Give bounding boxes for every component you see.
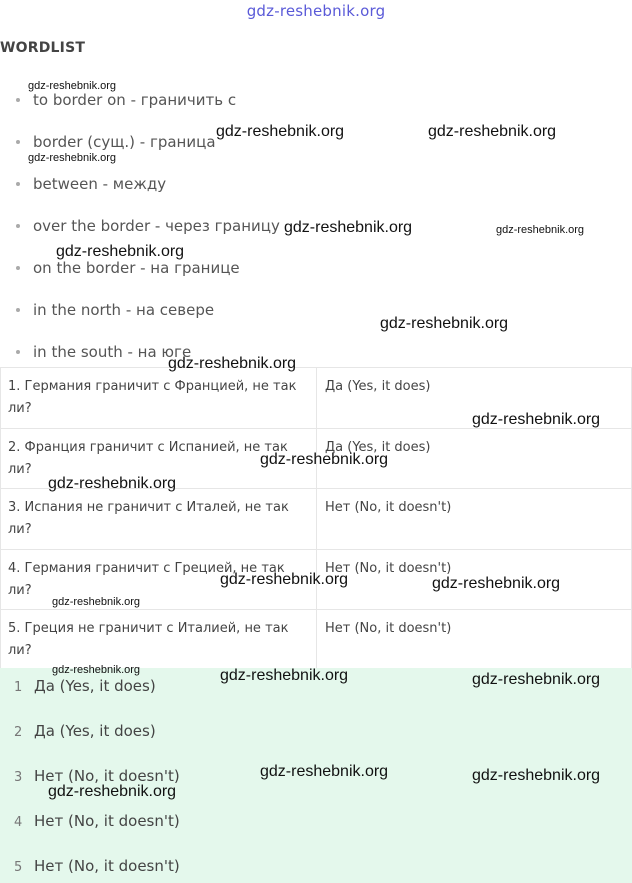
wordlist-item-text: to border on - граничить с <box>33 91 237 109</box>
answer-cell: Нет (No, it doesn't) <box>317 489 632 550</box>
answer-number: 5 <box>14 860 23 875</box>
watermark: gdz-reshebnik.org <box>496 224 585 236</box>
answer-text: Да (Yes, it does) <box>34 677 156 695</box>
answer-text: Нет (No, it doesn't) <box>34 767 180 785</box>
table-row <box>1 610 632 671</box>
watermark: gdz-reshebnik.org <box>472 671 601 688</box>
answer-number: 4 <box>14 815 23 830</box>
watermark: gdz-reshebnik.org <box>284 219 413 236</box>
bullet-icon <box>16 182 20 186</box>
watermark: gdz-reshebnik.org <box>216 123 345 140</box>
watermark: gdz-reshebnik.org <box>28 80 117 92</box>
watermark: gdz-reshebnik.org <box>432 575 561 592</box>
answer-number: 3 <box>14 770 23 785</box>
answer-text: Нет (No, it doesn't) <box>34 857 180 875</box>
question-cell: 3. Испания не граничит с Италей, не так ли? <box>1 489 317 550</box>
watermark: gdz-reshebnik.org <box>48 783 177 800</box>
watermark: gdz-reshebnik.org <box>168 355 297 372</box>
bullet-icon <box>16 98 20 102</box>
watermark: gdz-reshebnik.org <box>472 767 601 784</box>
answer-row <box>0 806 180 836</box>
wordlist-item-text: over the border - через границу <box>33 217 280 235</box>
question-cell: 4. Германия граничит с Грецией, не так ли? <box>1 549 317 610</box>
watermark: gdz-reshebnik.org <box>260 763 389 780</box>
answer-row <box>0 851 180 881</box>
watermark: gdz-reshebnik.org <box>220 571 349 588</box>
answer-row <box>0 716 156 746</box>
answer-text: Да (Yes, it does) <box>34 722 156 740</box>
wordlist-item-text: on the border - на границе <box>33 259 240 277</box>
bullet-icon <box>16 266 20 270</box>
wordlist-item <box>0 172 632 214</box>
table-row <box>1 489 632 550</box>
watermark: gdz-reshebnik.org <box>28 152 117 164</box>
watermark: gdz-reshebnik.org <box>56 243 185 260</box>
watermark: gdz-reshebnik.org <box>48 475 177 492</box>
watermark: gdz-reshebnik.org <box>428 123 557 140</box>
watermark: gdz-reshebnik.org <box>52 596 141 608</box>
bullet-icon <box>16 140 20 144</box>
watermark: gdz-reshebnik.org <box>220 667 349 684</box>
wordlist-item <box>0 298 632 340</box>
wordlist-item-text: in the north - на севере <box>33 301 215 319</box>
bullet-icon <box>16 308 20 312</box>
answer-text: Нет (No, it doesn't) <box>34 812 180 830</box>
wordlist-item-text: border (сущ.) - граница <box>33 133 216 151</box>
watermark: gdz-reshebnik.org <box>380 315 509 332</box>
bullet-icon <box>16 350 20 354</box>
question-cell: 5. Греция не граничит с Италией, не так ли? <box>1 610 317 671</box>
site-watermark-header: gdz-reshebnik.org <box>246 2 386 20</box>
answer-number: 2 <box>14 725 23 740</box>
bullet-icon <box>16 224 20 228</box>
answer-cell: Нет (No, it doesn't) <box>317 610 632 671</box>
question-cell: 1. Германия граничит с Францией, не так ли? <box>1 368 317 429</box>
answer-number: 1 <box>14 680 23 695</box>
watermark: gdz-reshebnik.org <box>260 451 389 468</box>
wordlist-item-text: in the south - на юге <box>33 343 192 361</box>
watermark: gdz-reshebnik.org <box>52 664 141 676</box>
answer-cell: Да (Yes, it does) <box>317 428 632 489</box>
watermark: gdz-reshebnik.org <box>472 411 601 428</box>
wordlist-item-text: between - между <box>33 175 167 193</box>
wordlist-title: WORDLIST <box>0 40 86 56</box>
question-cell: 2. Франция граничит с Испанией, не так ли? <box>1 428 317 489</box>
answer-cell: Нет (No, it doesn't) <box>317 549 632 610</box>
wordlist-item <box>0 256 632 298</box>
answer-cell: Да (Yes, it does) <box>317 368 632 429</box>
